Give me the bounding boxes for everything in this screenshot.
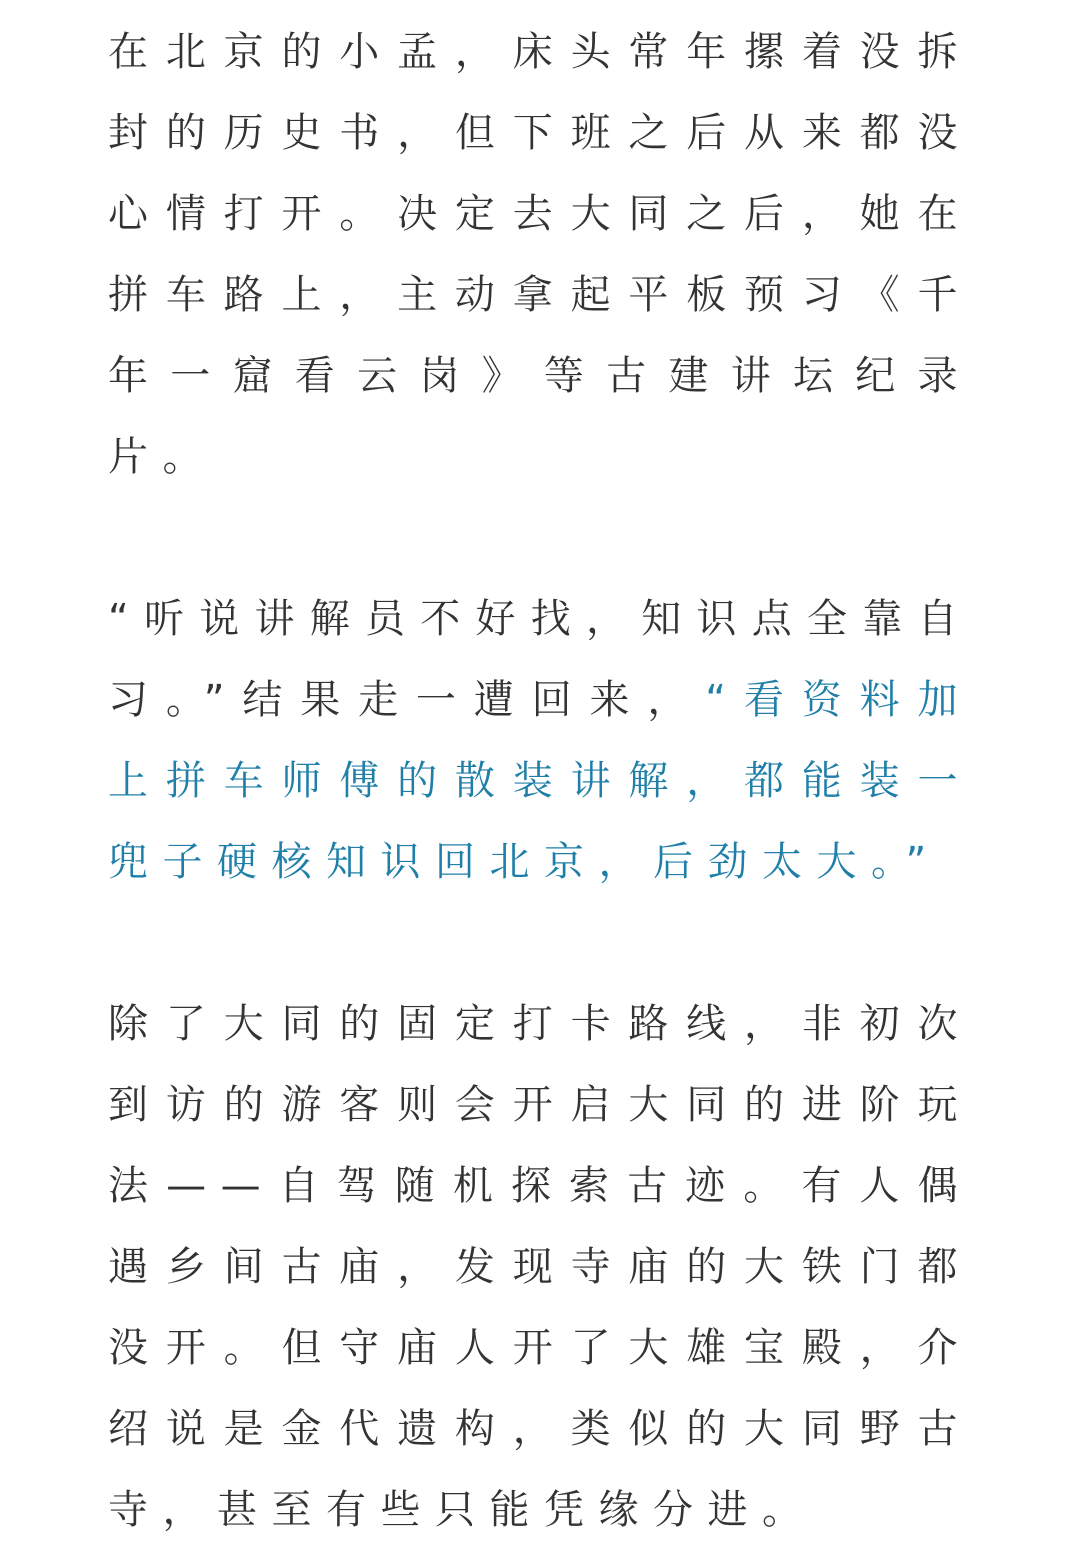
paragraph-quote — [108, 579, 972, 903]
paragraph-xiaomeng: 在北京的小孟，床头常年摞着没拆封的历史书，但下班之后从来都没心情打开。决定去大同之后，她在拼车路上，主动拿起平板预习《千年一窟看云岗》等古建讲坛纪录片。 — [108, 29, 972, 480]
quote-plain-text: “听说讲解员不好找，知识点全靠自习。”结果走一遭回来， — [108, 596, 972, 723]
paragraph-advanced-play: 除了大同的固定打卡路线，非初次到访的游客则会开启大同的进阶玩法——自驾随机探索古迹。有人偶遇乡间古庙，发现寺庙的大铁门都没开。但守庙人开了大雄宝殿，介绍说是金代遗构，类似的大同野古寺，甚至有些只能凭缘分进。 — [108, 1001, 972, 1533]
quote-highlight-text: “看资料加上拼车师傅的散装讲解，都能装一兜子硬核知识回北京，后劲太大。” — [108, 677, 972, 885]
article-body — [108, 12, 972, 1551]
